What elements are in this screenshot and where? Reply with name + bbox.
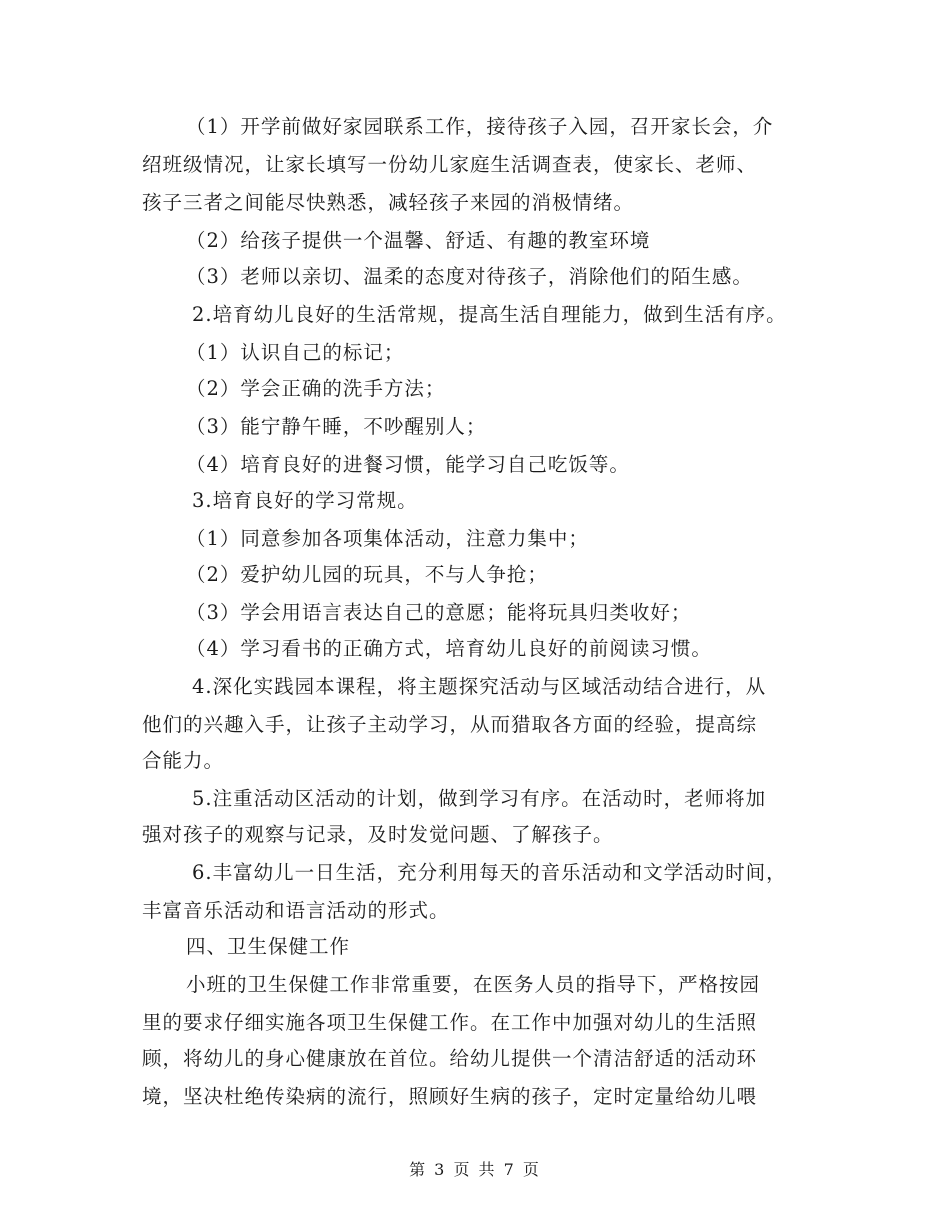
text-line: （3）学会用语言表达自己的意愿；能将玩具归类收好； xyxy=(186,601,692,624)
page-number-footer: 第 3 页 共 7 页 xyxy=(409,1160,541,1179)
text-line: （3）老师以亲切、温柔的态度对待孩子，消除他们的陌生感。 xyxy=(186,265,753,288)
text-line: 4.深化实践园本课程，将主题探究活动与区域活动结合进行，从 xyxy=(192,675,767,698)
text-line: （1）开学前做好家园联系工作，接待孩子入园，召开家长会，介 xyxy=(186,115,774,138)
text-line: 绍班级情况，让家长填写一份幼儿家庭生活调查表，使家长、老师、 xyxy=(142,153,758,176)
text-line: 6.丰富幼儿一日生活，充分利用每天的音乐活动和文学活动时间， xyxy=(192,861,787,884)
text-line: （2）给孩子提供一个温馨、舒适、有趣的教室环境 xyxy=(186,229,651,252)
text-line: 3.培育良好的学习常规。 xyxy=(192,489,418,512)
text-line: （1）认识自己的标记； xyxy=(186,341,405,364)
text-line: （2）学会正确的洗手方法； xyxy=(186,377,446,400)
text-line: 5.注重活动区活动的计划，做到学习有序。在活动时，老师将加 xyxy=(192,787,767,810)
text-line: 丰富音乐活动和语言活动的形式。 xyxy=(142,899,450,922)
text-line: （3）能宁静午睡，不吵醒别人； xyxy=(186,415,487,438)
text-line: 强对孩子的观察与记录，及时发觉问题、了解孩子。 xyxy=(142,823,614,846)
text-line: 境，坚决杜绝传染病的流行，照顾好生病的孩子，定时定量给幼儿喂 xyxy=(142,1085,758,1108)
text-line: （4）培育良好的进餐习惯，能学习自己吃饭等。 xyxy=(186,453,630,476)
text-line: （1）同意参加各项集体活动，注意力集中； xyxy=(186,527,589,550)
section-heading: 四、卫生保健工作 xyxy=(186,935,351,958)
text-line: 小班的卫生保健工作非常重要，在医务人员的指导下，严格按园 xyxy=(186,973,761,996)
text-line: （4）学习看书的正确方式，培育幼儿良好的前阅读习惯。 xyxy=(186,637,712,660)
text-line: 孩子三者之间能尽快熟悉，减轻孩子来园的消极情绪。 xyxy=(142,191,635,214)
text-line: 2.培育幼儿良好的生活常规，提高生活自理能力，做到生活有序。 xyxy=(192,303,787,326)
text-line: （2）爱护幼儿园的玩具，不与人争抢； xyxy=(186,563,548,586)
text-line: 顾，将幼儿的身心健康放在首位。给幼儿提供一个清洁舒适的活动环 xyxy=(142,1047,758,1070)
text-line: 他们的兴趣入手，让孩子主动学习，从而猎取各方面的经验，提高综 xyxy=(142,713,758,736)
text-line: 里的要求仔细实施各项卫生保健工作。在工作中加强对幼儿的生活照 xyxy=(142,1011,758,1034)
text-line: 合能力。 xyxy=(142,749,225,772)
